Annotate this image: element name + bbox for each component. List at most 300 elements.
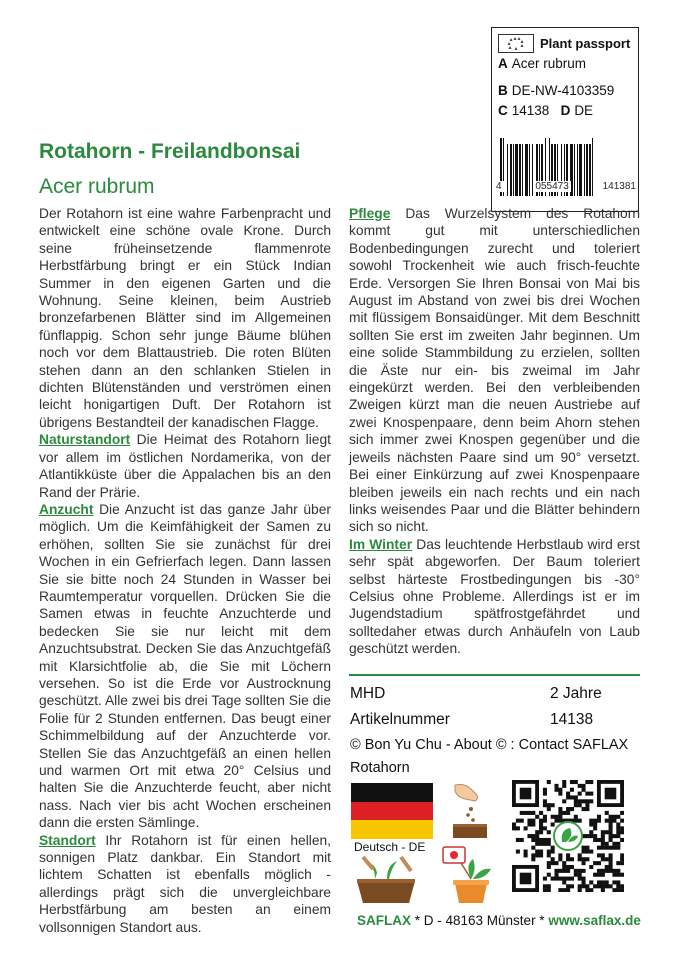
- qr-module: [589, 819, 593, 823]
- qr-module: [605, 880, 609, 884]
- qr-module: [527, 811, 531, 815]
- qr-module: [558, 819, 562, 823]
- qr-module: [543, 815, 547, 819]
- qr-module: [589, 822, 593, 826]
- qr-module: [609, 846, 613, 850]
- qr-module: [593, 822, 597, 826]
- qr-module: [566, 853, 570, 857]
- qr-module: [543, 888, 547, 892]
- qr-module: [616, 842, 620, 846]
- qr-module: [593, 819, 597, 823]
- qr-module: [601, 869, 605, 873]
- qr-module: [609, 838, 613, 842]
- qr-module: [616, 846, 620, 850]
- pflege-paragraph: [349, 205, 640, 536]
- qr-module: [585, 792, 589, 796]
- qr-module: [543, 819, 547, 823]
- flag-stripe-gold: [351, 820, 433, 839]
- qr-module: [554, 784, 558, 788]
- passport-key-d: D: [560, 103, 571, 118]
- qr-module: [601, 888, 605, 892]
- passport-value-d: DE: [574, 103, 594, 118]
- qr-module: [535, 834, 539, 838]
- qr-module: [539, 842, 543, 846]
- qr-module: [578, 784, 582, 788]
- qr-module: [612, 869, 616, 873]
- qr-module: [562, 888, 566, 892]
- qr-module: [609, 822, 613, 826]
- qr-module: [589, 830, 593, 834]
- qr-module: [551, 822, 555, 826]
- qr-module: [605, 842, 609, 846]
- qr-module: [578, 799, 582, 803]
- passport-value-c: 14138: [511, 103, 550, 118]
- qr-module: [593, 873, 597, 877]
- qr-module: [547, 807, 551, 811]
- qr-module: [601, 857, 605, 861]
- qr-module: [551, 857, 555, 861]
- qr-module: [585, 807, 589, 811]
- qr-module: [570, 780, 574, 784]
- qr-module: [531, 846, 535, 850]
- qr-module: [551, 846, 555, 850]
- qr-module: [539, 838, 543, 842]
- qr-module: [589, 834, 593, 838]
- barcode-digit-prefix: 4: [496, 181, 502, 192]
- qr-module: [616, 815, 620, 819]
- winter-text: Das leuchtende Herbstlaub wird erst sehr spät abgeworfen. Der Baum toleriert selbst härteste Frostbedingungen bis -30° Celsius ohne Probleme. Allerdings ist er im Jugendstadium spätfrostgefährdet und solltedaher etwas durch Anhäufeln von Laub geschützt werden.: [349, 536, 640, 657]
- qr-module: [516, 826, 520, 830]
- potted-plant-icon: [441, 845, 497, 905]
- qr-module: [605, 865, 609, 869]
- qr-module: [520, 819, 524, 823]
- qr-module: [547, 803, 551, 807]
- qr-module: [601, 880, 605, 884]
- qr-module: [558, 815, 562, 819]
- anzucht-paragraph: [39, 501, 331, 832]
- qr-module: [539, 822, 543, 826]
- qr-module: [547, 865, 551, 869]
- qr-module: [593, 834, 597, 838]
- qr-module: [574, 819, 578, 823]
- qr-module: [524, 811, 528, 815]
- qr-module: [578, 803, 582, 807]
- qr-module: [566, 888, 570, 892]
- qr-module: [585, 780, 589, 784]
- qr-module: [535, 842, 539, 846]
- left-column: [39, 205, 331, 936]
- qr-module: [609, 834, 613, 838]
- qr-module: [535, 853, 539, 857]
- qr-module: [574, 815, 578, 819]
- qr-module: [566, 884, 570, 888]
- passport-line-b: [498, 81, 632, 101]
- qr-module: [578, 792, 582, 796]
- passport-key-b: B: [498, 83, 508, 98]
- qr-module: [531, 822, 535, 826]
- qr-module: [516, 838, 520, 842]
- passport-key-c: C: [498, 103, 508, 118]
- qr-module: [597, 853, 601, 857]
- passport-title: Plant passport: [540, 35, 631, 51]
- qr-module: [593, 826, 597, 830]
- qr-module: [562, 811, 566, 815]
- qr-module: [597, 819, 601, 823]
- qr-module: [589, 850, 593, 854]
- qr-module: [609, 865, 613, 869]
- qr-module: [531, 811, 535, 815]
- qr-module: [512, 826, 516, 830]
- qr-module: [585, 850, 589, 854]
- qr-module: [605, 846, 609, 850]
- qr-module: [551, 815, 555, 819]
- qr-module: [512, 822, 516, 826]
- qr-module: [562, 861, 566, 865]
- qr-module: [566, 811, 570, 815]
- qr-finder-pattern: [520, 873, 532, 885]
- qr-module: [578, 853, 582, 857]
- qr-module: [616, 822, 620, 826]
- qr-module: [620, 838, 624, 842]
- qr-module: [601, 842, 605, 846]
- right-column: [349, 205, 640, 658]
- qr-module: [554, 869, 558, 873]
- passport-line-a: [498, 54, 632, 74]
- info-divider: [349, 674, 640, 676]
- qr-module: [535, 830, 539, 834]
- qr-module: [551, 850, 555, 854]
- qr-module: [527, 834, 531, 838]
- qr-module: [539, 850, 543, 854]
- qr-module: [574, 795, 578, 799]
- qr-module: [547, 842, 551, 846]
- qr-module: [597, 838, 601, 842]
- qr-module: [609, 830, 613, 834]
- qr-module: [616, 888, 620, 892]
- anzucht-text: Die Anzucht ist das ganze Jahr über möglich. Um die Keimfähigkeit der Samen zu erhöhen, sollten Sie sie zunächst für drei Wochen in ein Gefrierfach legen. Dann lassen Sie sie bitte noch 24 Stunden in Wasser bei Raumtemperatur vorquellen. Drücken Sie die Samen etwas in feuchte Anzuchterde und bedecken Sie sie nur leicht mit dem Anzuchtsubstrat. Decken Sie das Anzuchtgefäß mit Klarsichtfolie ab, die Sie mit Löchern versehen. So ist die Erde vor Austrocknung geschützt. Alle zwei bis drei Tage sollten Sie die Folie für 2 Stunden entfernen. Das beugt einer Schimmelbildung auf der Anzuchterde vor. Stellen Sie das Anzuchtgefäß an einen hellen und warmen Ort mit etwa 20° Celsius und halten Sie die Anzuchterde feucht, aber nicht nass. Nach vier bis acht Wochen erscheinen dann die ersten Sämlinge.: [39, 501, 331, 831]
- qr-module: [535, 850, 539, 854]
- qr-module: [547, 888, 551, 892]
- qr-module: [547, 780, 551, 784]
- qr-module: [601, 846, 605, 850]
- qr-module: [609, 884, 613, 888]
- qr-module: [558, 788, 562, 792]
- mhd-value: 2 Jahre: [550, 685, 602, 702]
- qr-module: [582, 861, 586, 865]
- winter-heading: Im Winter: [349, 536, 413, 552]
- qr-module: [616, 884, 620, 888]
- qr-module: [601, 838, 605, 842]
- copyright-text: © Bon Yu Chu - About © : Contact SAFLAX: [350, 737, 629, 753]
- qr-module: [558, 857, 562, 861]
- winter-paragraph: [349, 536, 640, 658]
- qr-module: [562, 780, 566, 784]
- pflege-text: Das Wurzelsystem des Rotahorn kommt gut mit unterschiedlichen Bodenbedingungen zurecht und toleriert sowohl Trockenheit wie auch frisch-feuchte Erde. Versorgen Sie Ihren Bonsai von Mai bis August im Abstand von zwei bis drei Wochen mit flüssigem Bonsaidünger. Mit dem Beschnitt sollten Sie erst im zweiten Jahr beginnen. Um eine solide Stammbildung zu erzielen, sollten die Äste nur ein- bis zweimal im Jahr eingekürzt werden. Bei den verbleibenden Zweigen kürzt man die neuen Austriebe auf zwei Knospenpaare, denn beim Ahorn stehen sich immer zwei Knospen gegenüber und die jeweils nächsten Paare sind um 90° versetzt. Bei einer Einkürzung auf zwei Knospenpaare bleiben jeweils ein nach rechts und ein nach links weisendes Paar und die Blätter behindern sich so nicht.: [349, 206, 640, 535]
- qr-module: [605, 811, 609, 815]
- mhd-label: MHD: [350, 685, 386, 702]
- qr-module: [597, 861, 601, 865]
- qr-module: [589, 792, 593, 796]
- qr-module: [605, 884, 609, 888]
- qr-module: [574, 799, 578, 803]
- qr-module: [543, 799, 547, 803]
- qr-module: [616, 834, 620, 838]
- qr-module: [543, 842, 547, 846]
- qr-module: [582, 799, 586, 803]
- qr-module: [570, 865, 574, 869]
- seedling-tray-icon: [353, 853, 419, 905]
- qr-module: [527, 819, 531, 823]
- qr-module: [566, 792, 570, 796]
- qr-module: [585, 846, 589, 850]
- qr-module: [609, 819, 613, 823]
- naturstandort-text: Die Heimat des Rotahorn liegt vor allem im östlichen Nordamerika, von der Atlantikküste über die Appalachen bis an den Rand der Prärie.: [39, 432, 331, 500]
- qr-module: [585, 834, 589, 838]
- qr-module: [612, 880, 616, 884]
- qr-module: [566, 857, 570, 861]
- qr-module: [551, 877, 555, 881]
- qr-module: [585, 803, 589, 807]
- qr-module: [547, 830, 551, 834]
- qr-module: [578, 877, 582, 881]
- qr-module: [605, 819, 609, 823]
- qr-module: [524, 850, 528, 854]
- qr-module: [601, 834, 605, 838]
- qr-module: [582, 869, 586, 873]
- qr-module: [543, 877, 547, 881]
- qr-module: [516, 819, 520, 823]
- artikelnummer-value: 14138: [550, 711, 594, 728]
- qr-module: [535, 815, 539, 819]
- footer-brand: SAFLAX: [357, 913, 411, 928]
- qr-module: [574, 780, 578, 784]
- qr-module: [543, 792, 547, 796]
- qr-module: [566, 865, 570, 869]
- passport-header: [498, 32, 632, 54]
- qr-module: [558, 792, 562, 796]
- qr-module: [597, 884, 601, 888]
- qr-module: [543, 803, 547, 807]
- qr-module: [609, 857, 613, 861]
- qr-module: [612, 888, 616, 892]
- qr-module: [612, 815, 616, 819]
- qr-module: [531, 857, 535, 861]
- standort-paragraph: [39, 832, 331, 936]
- qr-module: [558, 869, 562, 873]
- qr-module: [616, 861, 620, 865]
- qr-module: [558, 853, 562, 857]
- qr-module: [620, 861, 624, 865]
- qr-module: [585, 799, 589, 803]
- qr-module: [620, 857, 624, 861]
- qr-module: [597, 880, 601, 884]
- qr-module: [558, 877, 562, 881]
- qr-module: [609, 815, 613, 819]
- qr-module: [589, 780, 593, 784]
- qr-module: [609, 826, 613, 830]
- qr-module: [578, 884, 582, 888]
- qr-module: [543, 826, 547, 830]
- qr-module: [562, 869, 566, 873]
- page-title: Rotahorn - Freilandbonsai: [39, 140, 301, 163]
- qr-module: [616, 826, 620, 830]
- qr-module: [612, 873, 616, 877]
- qr-module: [585, 884, 589, 888]
- qr-module: [547, 853, 551, 857]
- qr-module: [531, 838, 535, 842]
- qr-module: [554, 819, 558, 823]
- passport-value-b: DE-NW-4103359: [511, 83, 615, 98]
- qr-module: [574, 869, 578, 873]
- qr-module: [620, 811, 624, 815]
- qr-module: [597, 869, 601, 873]
- page-subtitle: Acer rubrum: [39, 175, 155, 198]
- passport-value-a: Acer rubrum: [511, 56, 587, 71]
- qr-module: [620, 884, 624, 888]
- qr-module: [601, 884, 605, 888]
- qr-module: [570, 857, 574, 861]
- qr-module: [562, 877, 566, 881]
- plant-name-label: Rotahorn: [350, 760, 410, 776]
- qr-module: [539, 830, 543, 834]
- qr-module: [570, 877, 574, 881]
- qr-module: [578, 857, 582, 861]
- qr-module: [566, 869, 570, 873]
- qr-module: [562, 865, 566, 869]
- qr-module: [616, 830, 620, 834]
- qr-module: [566, 795, 570, 799]
- flag-stripe-red: [351, 802, 433, 821]
- german-flag-icon: [351, 783, 433, 839]
- qr-module: [612, 846, 616, 850]
- qr-module: [612, 842, 616, 846]
- qr-module: [566, 807, 570, 811]
- qr-module: [605, 869, 609, 873]
- qr-module: [609, 869, 613, 873]
- qr-module: [582, 846, 586, 850]
- qr-module: [609, 853, 613, 857]
- qr-module: [551, 803, 555, 807]
- qr-module: [597, 846, 601, 850]
- artikelnummer-label: Artikelnummer: [350, 711, 450, 728]
- qr-module: [531, 834, 535, 838]
- qr-module: [601, 830, 605, 834]
- qr-module: [574, 803, 578, 807]
- standort-text: Ihr Rotahorn ist für einen hellen, sonnigen Platz dankbar. Ein Standort mit lichtem Schatten ist ebenfalls möglich - allerdings prägt sich die unvergleichbare Herbstfärbung am besten an einem vollsonnigen Standort aus.: [39, 832, 331, 935]
- qr-module: [539, 819, 543, 823]
- qr-module: [582, 788, 586, 792]
- qr-module: [612, 819, 616, 823]
- qr-module: [562, 880, 566, 884]
- qr-module: [570, 795, 574, 799]
- qr-module: [589, 880, 593, 884]
- qr-module: [582, 880, 586, 884]
- qr-module: [601, 853, 605, 857]
- qr-module: [554, 861, 558, 865]
- qr-module: [558, 888, 562, 892]
- qr-module: [609, 861, 613, 865]
- qr-module: [535, 838, 539, 842]
- qr-module: [620, 826, 624, 830]
- qr-module: [597, 873, 601, 877]
- qr-module: [620, 819, 624, 823]
- eu-flag-icon: [498, 34, 534, 53]
- qr-module: [582, 807, 586, 811]
- qr-module: [516, 850, 520, 854]
- qr-module: [543, 788, 547, 792]
- qr-module: [562, 799, 566, 803]
- naturstandort-heading: Naturstandort: [39, 432, 131, 448]
- qr-module: [524, 826, 528, 830]
- qr-module: [578, 819, 582, 823]
- qr-module: [620, 888, 624, 892]
- qr-module: [543, 838, 547, 842]
- qr-module: [551, 861, 555, 865]
- qr-module: [578, 869, 582, 873]
- qr-module: [554, 873, 558, 877]
- qr-module: [593, 838, 597, 842]
- qr-module: [578, 888, 582, 892]
- qr-module: [539, 811, 543, 815]
- qr-module: [582, 877, 586, 881]
- qr-module: [582, 850, 586, 854]
- qr-module: [547, 884, 551, 888]
- qr-module: [620, 853, 624, 857]
- qr-module: [612, 834, 616, 838]
- flag-stripe-black: [351, 783, 433, 802]
- qr-finder-pattern: [520, 788, 532, 800]
- language-label: Deutsch - DE: [354, 840, 426, 854]
- qr-module: [616, 880, 620, 884]
- qr-module: [558, 811, 562, 815]
- pflege-heading: Pflege: [349, 206, 391, 221]
- qr-module: [547, 873, 551, 877]
- qr-module: [554, 877, 558, 881]
- qr-module: [520, 811, 524, 815]
- qr-module: [593, 861, 597, 865]
- qr-module: [605, 857, 609, 861]
- qr-module: [543, 884, 547, 888]
- qr-module: [582, 784, 586, 788]
- footer: [357, 913, 641, 928]
- qr-module: [593, 884, 597, 888]
- qr-module: [554, 815, 558, 819]
- qr-module: [570, 807, 574, 811]
- qr-module: [597, 815, 601, 819]
- qr-module: [585, 888, 589, 892]
- barcode-digit-group-2: 141381: [602, 181, 636, 192]
- qr-module: [616, 869, 620, 873]
- qr-module: [558, 807, 562, 811]
- qr-module: [531, 853, 535, 857]
- qr-module: [547, 850, 551, 854]
- qr-module: [589, 865, 593, 869]
- qr-module: [547, 838, 551, 842]
- qr-module: [585, 857, 589, 861]
- footer-website-link[interactable]: www.saflax.de: [548, 913, 641, 928]
- qr-code[interactable]: [512, 780, 624, 892]
- passport-key-a: A: [498, 56, 508, 71]
- qr-module: [562, 784, 566, 788]
- anzucht-heading: Anzucht: [39, 501, 94, 517]
- qr-module: [547, 861, 551, 865]
- sowing-seeds-icon: [441, 781, 493, 839]
- qr-module: [605, 830, 609, 834]
- qr-module: [524, 853, 528, 857]
- naturstandort-paragraph: [39, 431, 331, 501]
- qr-module: [589, 888, 593, 892]
- qr-module: [566, 877, 570, 881]
